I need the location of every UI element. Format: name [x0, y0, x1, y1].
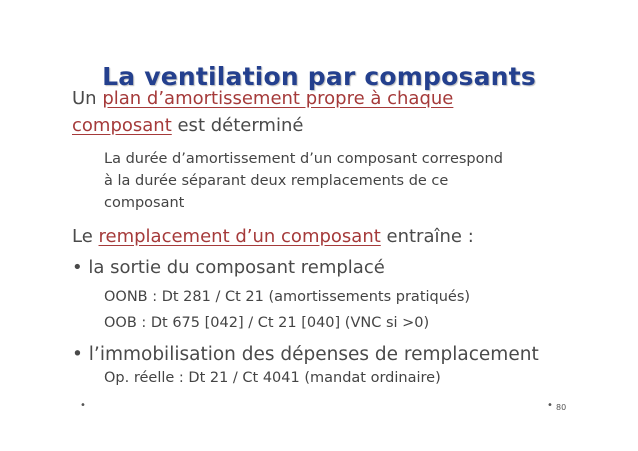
page-number: 80	[556, 403, 567, 412]
text-line-plan	[72, 88, 453, 109]
composant-link[interactable]: composant	[72, 115, 172, 136]
remplacement-link[interactable]: remplacement d’un composant	[98, 226, 381, 247]
bullet-sortie: • la sortie du composant remplacé	[72, 257, 385, 278]
sub-text-3: composant	[104, 195, 185, 211]
line2-suffix: est déterminé	[171, 115, 304, 136]
text-line-composant	[72, 115, 303, 136]
line3-prefix: Le	[72, 226, 99, 247]
slide-title: La ventilation par composants	[102, 62, 536, 91]
line3-suffix: entraîne :	[380, 226, 474, 247]
sub-text-op-reelle: Op. réelle : Dt 21 / Ct 4041 (mandat ordinaire)	[104, 370, 441, 386]
sub-text-oonb: OONB : Dt 281 / Ct 21 (amortissements pratiqués)	[104, 289, 471, 305]
plan-link[interactable]: plan d’amortissement propre à chaque	[102, 88, 454, 109]
sub-text-1: La durée d’amortissement d’un composant correspond	[104, 151, 503, 167]
footer-bullet-left: •	[80, 400, 86, 411]
sub-text-2: à la durée séparant deux remplacements de ce	[104, 173, 449, 189]
footer-bullet-right: •	[547, 400, 553, 411]
text-line-remplacement	[72, 226, 474, 247]
line1-prefix: Un	[72, 88, 103, 109]
bullet-immobilisation: • l’immobilisation des dépenses de remplacement	[72, 344, 539, 365]
sub-text-oob: OOB : Dt 675 [042] / Ct 21 [040] (VNC si >0)	[104, 315, 430, 331]
